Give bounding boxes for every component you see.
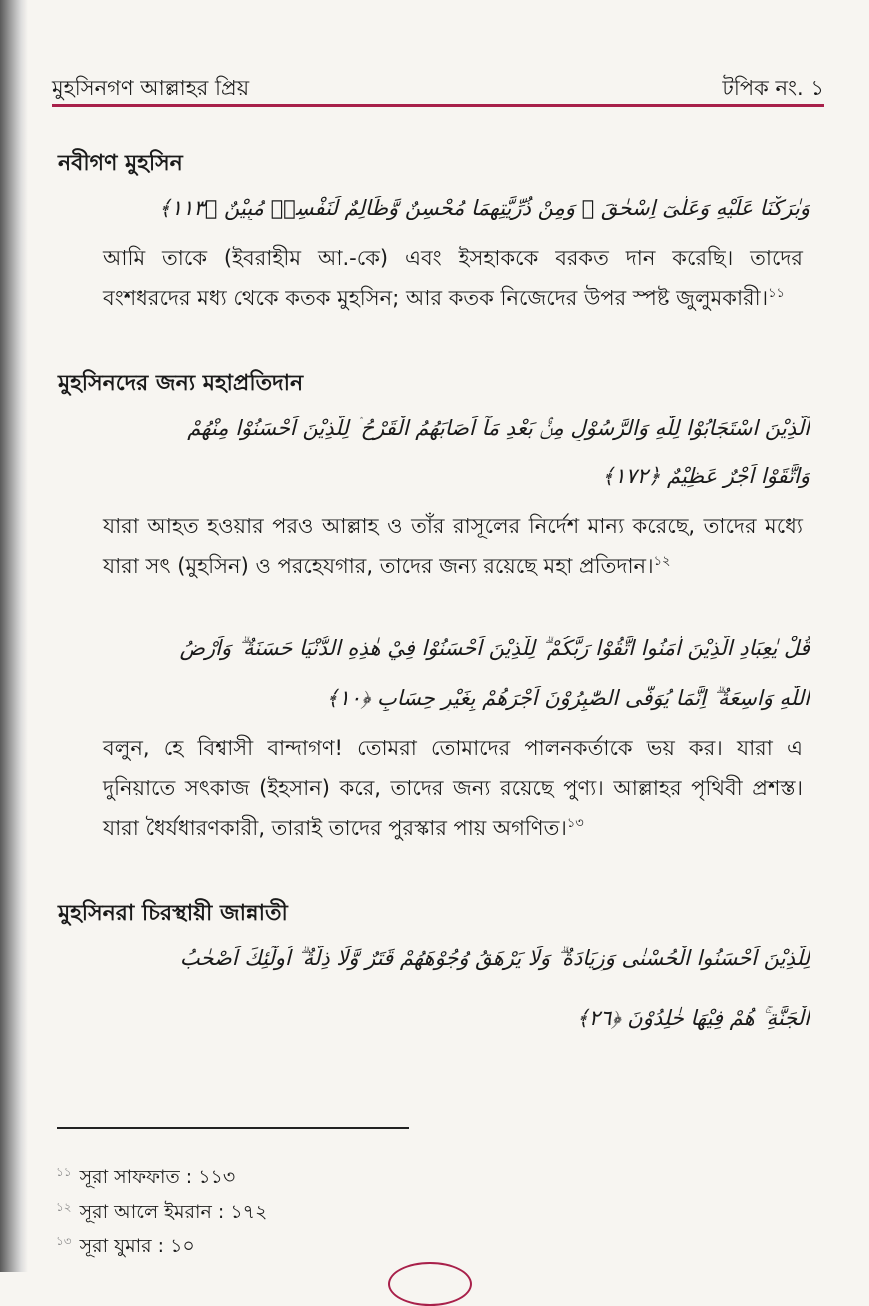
footnote-text: সূরা আলে ইমরান : ১৭২ xyxy=(79,1201,268,1223)
footnote xyxy=(56,1232,195,1264)
footnote-number: ১৩ xyxy=(56,1233,72,1248)
footnote-rule xyxy=(57,1127,409,1129)
arabic-verse: قُلْ يٰعِبَادِ الَّذِيْنَ اٰمَنُوا اتَّقُوْا رَبَّكُمْ ۗ لِلَّذِيْنَ اَحْسَنُوْا فِيْ هٰذِهِ الدُّنْيَا حَسَنَةٌ ۗ وَاَرْضُ xyxy=(179,636,810,660)
translation-paragraph xyxy=(103,238,803,318)
footnote-reference: ১২ xyxy=(653,554,671,569)
arabic-verse: لِلَّذِيْنَ اَحْسَنُوا الْحُسْنٰى وَزِيَادَةٌ ۗ وَلَا يَرْهَقُ وُجُوْهَهُمْ قَتَرٌ وَّلَا ذِلَّةٌ ۗ اُولٰٓئِكَ اَصْحٰبُ xyxy=(179,946,810,970)
arabic-verse: وَبٰرَكْنَا عَلَيْهِ وَعَلٰىٓ اِسْحٰقَ ۗ وَمِنْ ذُرِّيَّتِهِمَا مُحْسِنٌ وَّظَالِمٌ لِّنَفْسِهٖ مُبِيْنٌ ﴿١١٣﴾ xyxy=(158,196,810,220)
translation-text: আমি তাকে (ইবরাহীম আ.-কে) এবং ইসহাককে বরকত দান করেছি। তাদের বংশধরদের মধ্য থেকে কতক মুহসিন; আর কতক নিজেদের উপর স্পষ্ট জুলুমকারী। xyxy=(103,246,803,310)
topic-number: টপিক নং. ১ xyxy=(722,76,824,100)
footnote xyxy=(56,1163,235,1195)
chapter-title: মুহসিনগণ আল্লাহর প্রিয় xyxy=(52,76,250,100)
footnote-text: সূরা সাফফাত : ১১৩ xyxy=(79,1166,236,1188)
translation-paragraph xyxy=(103,728,803,848)
arabic-verse: اللّٰهِ وَاسِعَةٌ ۗ اِنَّمَا يُوَفَّى الصّٰبِرُوْنَ اَجْرَهُمْ بِغَيْرِ حِسَابٍ ﴿١٠﴾ xyxy=(326,686,810,710)
translation-text: যারা আহত হওয়ার পরও আল্লাহ ও তাঁর রাসূলের নির্দেশ মান্য করেছে, তাদের মধ্যে যারা সৎ (মুহসিন) ও পরহেযগার, তাদের জন্য রয়েছে মহা প্রতিদান। xyxy=(103,514,803,578)
section-heading: মুহসিনদের জন্য মহাপ্রতিদান xyxy=(58,371,304,396)
arabic-verse: وَاتَّقَوْا اَجْرٌ عَظِيْمٌ ﴿١٧٢﴾ xyxy=(601,464,810,488)
translation-paragraph xyxy=(103,506,803,586)
footnote-text: সূরা যুমার : ১০ xyxy=(79,1235,195,1257)
arabic-verse: الْجَنَّةِ ۚ هُمْ فِيْهَا خٰلِدُوْنَ ﴿٢٦﴾ xyxy=(576,1006,810,1030)
running-header xyxy=(52,70,824,100)
footnote-reference: ১১ xyxy=(768,286,785,301)
footnote-number: ১২ xyxy=(56,1199,72,1214)
arabic-verse: اَلَّذِيْنَ اسْتَجَابُوْا لِلّٰهِ وَالرَّسُوْلِ مِنْۢ بَعْدِ مَآ اَصَابَهُمُ الْقَرْحُ ۛ لِلَّذِيْنَ اَحْسَنُوْا مِنْهُمْ xyxy=(187,416,810,440)
section-heading: মুহসিনরা চিরস্থায়ী জান্নাতী xyxy=(58,901,288,926)
page-number-ornament xyxy=(388,1262,472,1306)
section-heading: নবীগণ মুহসিন xyxy=(58,151,183,176)
footnote-reference: ১৩ xyxy=(566,816,584,831)
footnote xyxy=(56,1198,267,1230)
translation-text: বলুন, হে বিশ্বাসী বান্দাগণ! তোমরা তোমাদের পালনকর্তাকে ভয় কর। যারা এ দুনিয়াতে সৎকাজ (ইহসান) করে, তাদের জন্য রয়েছে পুণ্য। আল্লাহর পৃথিবী প্রশস্ত। যারা ধৈর্যধারণকারী, তারাই তাদের পুরস্কার পায় অগণিত। xyxy=(103,736,803,840)
footnote-number: ১১ xyxy=(56,1164,72,1179)
header-rule xyxy=(52,104,824,107)
